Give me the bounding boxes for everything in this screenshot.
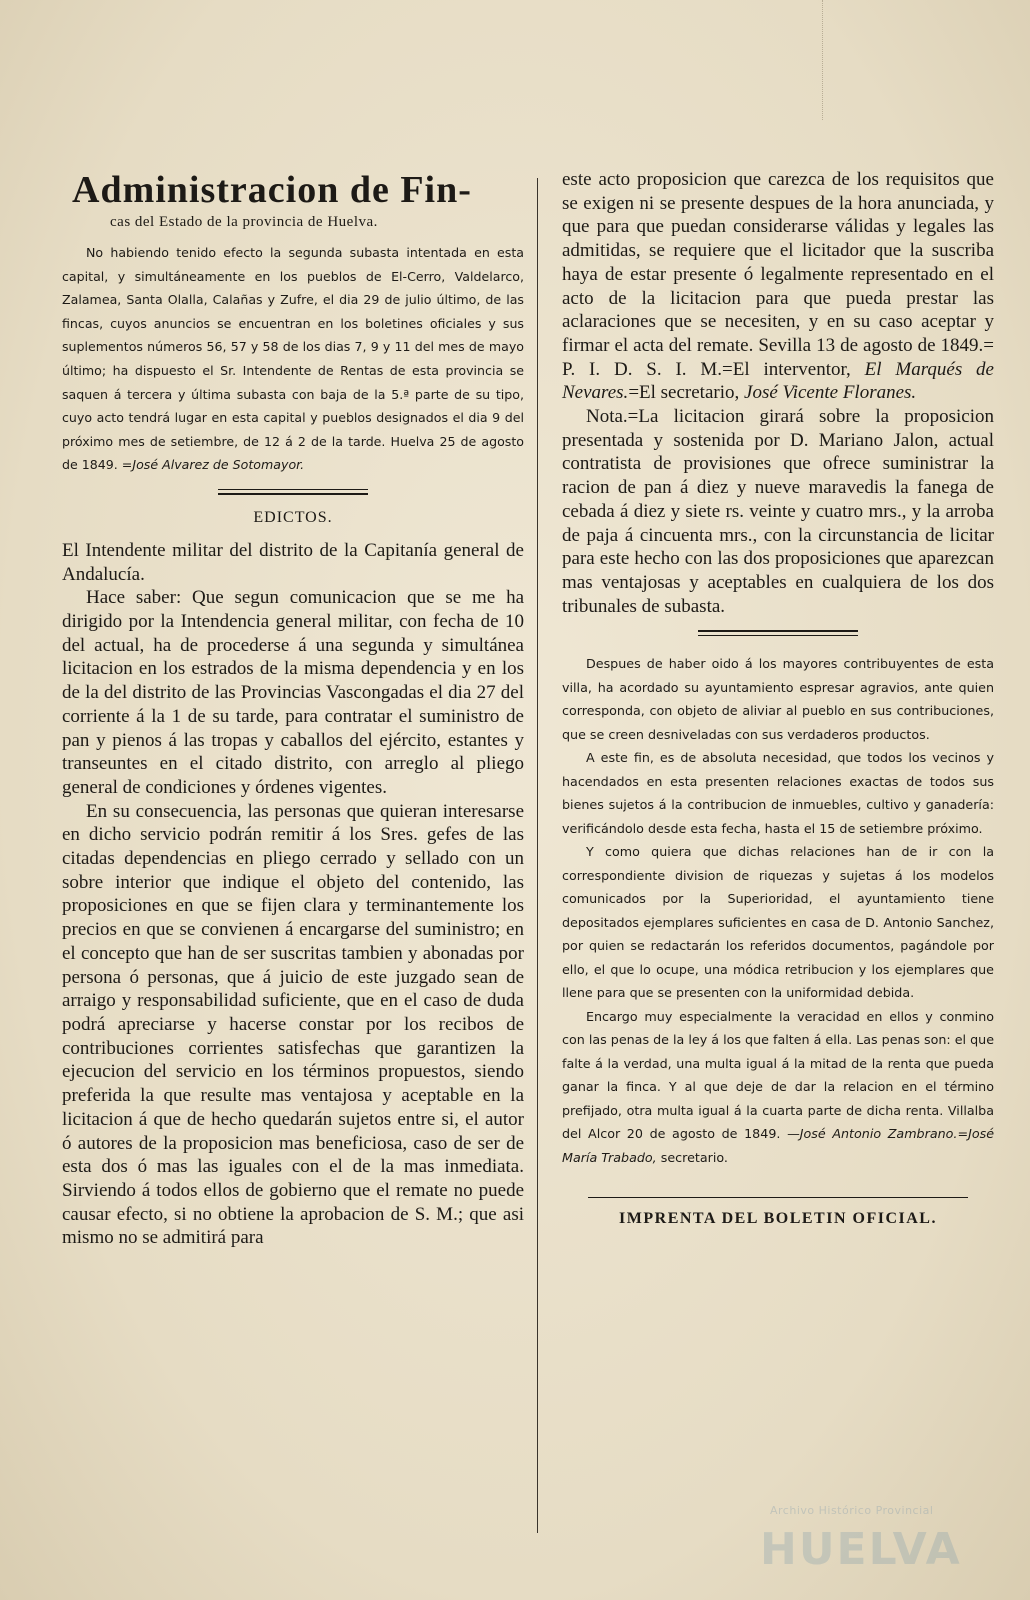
- subasta-notice-text: No habiendo tenido efecto la segunda subasta intentada en esta capital, y simultáneamente en los pueblos de El-Cerro, Valdelarco, Zalamea, Santa Olalla, Calañas y Zufre, el dia 29 de julio último, de las fincas, cuyos anuncios se encuentran en los boletines oficiales y sus suplementos números 56, 57 y 58 de los dias 7, 9 y 11 del mes de mayo último; ha dispuesto el Sr. Intendente de Rentas de esta provincia se saquen á tercera y última subasta con baja de la 5.ª parte de su tipo, cuyo acto tendrá lugar en esta capital y pueblos designados el dia 9 del próximo mes de setiembre, de 12 á 2 de la tarde. Huelva 25 de agosto de 1849. =: [62, 245, 524, 473]
- villalba-paragraph-2: A este fin, es de absoluta necesidad, que todos los vecinos y hacendados en esta presenten relaciones exactas de todos sus bienes sujetos á la contribucion de inmuebles, cultivo y ganadería: verificándolo desde esta fecha, hasta el 15 de setiembre próximo.: [562, 750, 994, 836]
- secretary-signature: José Vicente Floranes.: [744, 382, 917, 404]
- villalba-paragraph-4-text: Encargo muy especialmente la veracidad en ellos y conmino con las penas de la ley á los que falten á ella. Las penas son: el que falte á la verdad, una multa igual á la mitad de la renta que pueda ganar la finca. Y al que deje de dar la relacion en el término prefijado, otra multa igual á la cuarta parte de dicha renta. Villalba del Alcor 20 de agosto de 1849. —: [562, 1008, 994, 1142]
- subasta-notice-signature: José Alvarez de Sotomayor.: [132, 457, 305, 473]
- clerk-signature: José María Trabado,: [562, 1126, 994, 1165]
- edicto-continuation-text: este acto proposicion que carezca de los requisitos que se exigen ni se presente despues de la hora anunciada, y que para que puedan considerarse válidas y legales las admitidas, se requiere que el licitador que la suscriba haya de estar presente ó legalmente representado en el acto de la licitacion para que pueda prestar las aclaraciones que se necesiten, y en su caso aceptar y firmar el acta del remate. Sevilla 13 de agosto de 1849.= P. I. D. S. I. M.=El interventor,: [562, 169, 994, 380]
- secretary-label: =El secretario,: [628, 382, 740, 404]
- villalba-paragraph-4: [562, 1005, 994, 1170]
- watermark-archive-line: Archivo Histórico Provincial: [770, 1504, 934, 1517]
- interventor-signature: El Marqués de Nevares.: [562, 358, 994, 404]
- footer-rule: [588, 1197, 968, 1198]
- section-title: Administracion de Fin-: [72, 169, 472, 211]
- edicto-paragraph-1: El Intendente militar del distrito de la Capitanía general de Andalucía.: [62, 539, 524, 585]
- nota-paragraph: Nota.=La licitacion girará sobre la proposicion presentada y sostenida por D. Mariano Jalon, actual contratista de provisiones que ofrece suministrar la racion de pan á diez y nueve maravedis la fanega de cebada á diez y siete rs. veinte y cuatro mrs., y la arroba de paja á cincuenta mrs., con la circunstancia de licitar para este hecho con las dos proposiciones que aparezcan mas ventajosas y aceptables en cualquiera de los dos tribunales de subasta.: [562, 406, 994, 617]
- watermark-huelva: HUELVA: [760, 1524, 962, 1575]
- printer-imprint: IMPRENTA DEL BOLETIN OFICIAL.: [619, 1210, 937, 1228]
- edicto-paragraph-2: Hace saber: Que segun comunicacion que se me ha dirigido por la Intendencia general militar, con fecha de 10 del actual, ha de procederse á una segunda y simultánea licitacion en los estrados de la misma dependencia y en los de la del distrito de las Provincias Vascongadas el dia 27 del corriente á la 1 de su tarde, para contratar el suministro de pan y pienos á las tropas y caballos del ejército, estantes y transeuntes en el citado distrito, con arreglo al pliego general de condiciones y órdenes vigentes.: [62, 587, 524, 798]
- edicto-continuation: [562, 168, 994, 405]
- section-subtitle: cas del Estado de la provincia de Huelva.: [110, 214, 378, 230]
- mayor-signature: José Antonio Zambrano.: [799, 1126, 958, 1142]
- right-column: [562, 168, 994, 1228]
- clerk-title: secretario.: [656, 1149, 728, 1165]
- page-edge-mark: [822, 0, 831, 120]
- edicto-paragraph-3: En su consecuencia, las personas que quieran interesarse en dicho servicio podrán remitir á los Sres. gefes de las citadas dependencias en pliego cerrado y sellado con un sobre interior que indique el objeto del contenido, las proposiciones en que se fijen clara y terminantemente los precios en que se convienen á encargarse del suministro; en el concepto que han de ser suscritas tambien y abonadas por persona ó personas, que á juicio de este juzgado sean de arraigo y responsabilidad suficiente, que en el caso de duda podrá apreciarse y hacerse constar por los recibos de contribuciones corrientes satisfechas que garantizen la ejecucion del servicio en los términos propuestos, siendo preferida la que resulte mas ventajosa y aceptable en la licitacion á que de hecho quedarán sujetos entre si, el autor ó autores de la proposicion mas beneficiosa, caso de ser de esta dos ó mas las iguales con el de la mas inmediata. Sirviendo á todos ellos de gobierno que el remate no puede causar efecto, si no obtiene la aprobacion de S. M.; que asi mismo no se admitirá para: [62, 800, 524, 1249]
- divider-rule: [218, 489, 368, 495]
- villalba-paragraph-1: Despues de haber oido á los mayores contribuyentes de esta villa, ha acordado su ayuntamiento espresar agravios, ante quien corresponda, con objeto de aliviar al pueblo en sus contribuciones, que se creen desniveladas con sus verdaderos productos.: [562, 656, 994, 742]
- left-column: [62, 168, 524, 1250]
- signature-separator: =: [957, 1126, 969, 1142]
- divider-rule-right: [698, 630, 858, 636]
- villalba-paragraph-3: Y como quiera que dichas relaciones han de ir con la correspondiente division de riquezas y sujetas á los modelos comunicados por la Superioridad, el ayuntamiento tiene depositados ejemplares suficientes en casa de D. Antonio Sanchez, por quien se redactarán los referidos documentos, pagándole por ello, el que lo ocupe, una módica retribucion y los ejemplares que llene para que se presenten con la uniformidad debida.: [562, 844, 994, 1001]
- subasta-notice: [62, 241, 524, 477]
- column-divider: [537, 178, 538, 1533]
- edictos-heading: EDICTOS.: [253, 508, 333, 526]
